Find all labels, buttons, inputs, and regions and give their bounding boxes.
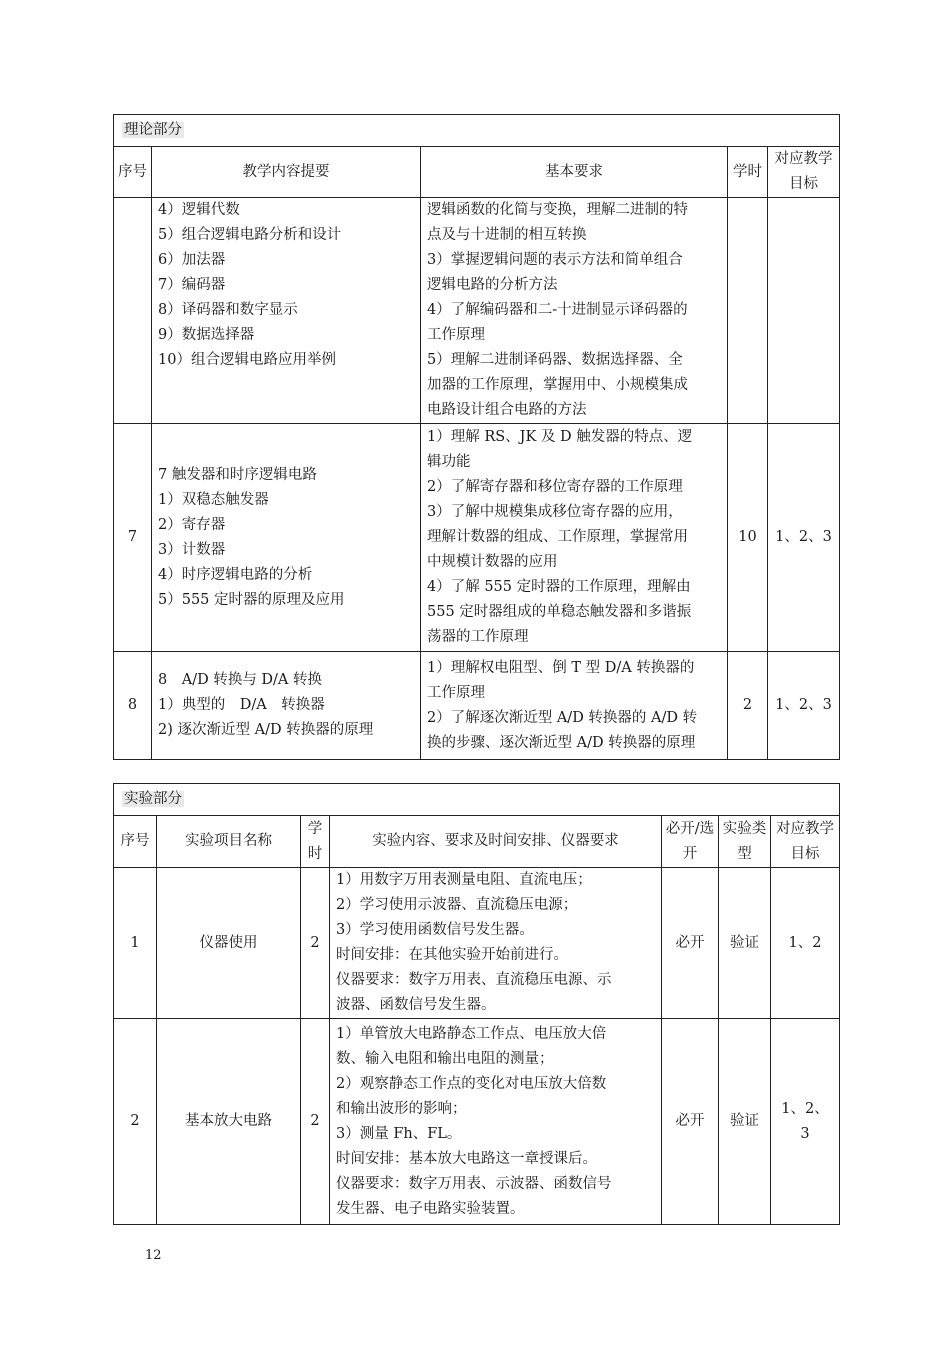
header-hours: 学时	[728, 147, 768, 198]
header-no: 序号	[114, 816, 157, 868]
row-content: 1）用数字万用表测量电阻、直流电压； 2）学习使用示波器、直流稳压电源； 3）学习使用函数信号发生器。 时间安排：在其他实验开始前进行。 仪器要求：数字万用表、直流稳压电源、示 波器、函数信号发生器。	[330, 868, 662, 1019]
row-hours: 2	[301, 1019, 330, 1225]
row-no	[114, 198, 152, 424]
row-requirements: 逻辑函数的化简与变换，理解二进制的特 点及与十进制的相互转换 3）掌握逻辑问题的表示方法和简单组合 逻辑电路的分析方法 4）了解编码器和二-十进制显示译码器的 工作原理 5）理解二进制译码器、数据选择器、全 加器的工作原理，掌握用中、小规模集成 电路设计组合电路的方法	[421, 198, 728, 424]
row-content: 4）逻辑代数 5）组合逻辑电路分析和设计 6）加法器 7）编码器 8）译码器和数字显示 9）数据选择器 10）组合逻辑电路应用举例	[152, 198, 421, 424]
lab-table	[113, 783, 840, 1225]
header-goal: 对应教学目标	[768, 147, 840, 198]
row-hours: 10	[728, 424, 768, 652]
row-hours	[728, 198, 768, 424]
header-requirements: 基本要求	[421, 147, 728, 198]
row-no: 2	[114, 1019, 157, 1225]
row-goal: 1、2、3	[771, 1019, 840, 1225]
row-required: 必开	[662, 868, 719, 1019]
row-goal	[768, 198, 840, 424]
row-type: 验证	[719, 1019, 771, 1225]
table-row	[114, 424, 840, 652]
row-required: 必开	[662, 1019, 719, 1225]
header-goal: 对应教学目标	[771, 816, 840, 868]
table-row	[114, 1019, 840, 1225]
table-row	[114, 198, 840, 424]
row-content: 1）单管放大电路静态工作点、电压放大倍 数、输入电阻和输出电阻的测量； 2）观察静态工作点的变化对电压放大倍数 和输出波形的影响； 3）测量 Fh、FL。 时间安排：基本放大电路这一章授课后。 仪器要求：数字万用表、示波器、函数信号 发生器、电子电路实验装置。	[330, 1019, 662, 1225]
row-type: 验证	[719, 868, 771, 1019]
header-type: 实验类型	[719, 816, 771, 868]
row-no: 1	[114, 868, 157, 1019]
header-name: 实验项目名称	[157, 816, 301, 868]
header-content: 教学内容提要	[152, 147, 421, 198]
header-content: 实验内容、要求及时间安排、仪器要求	[330, 816, 662, 868]
table-row	[114, 868, 840, 1019]
row-goal: 1、2	[771, 868, 840, 1019]
page-number: 12	[145, 1248, 162, 1263]
row-goal: 1、2、3	[768, 652, 840, 760]
row-no: 7	[114, 424, 152, 652]
lab-section-title: 实验部分	[114, 784, 840, 816]
theory-table	[113, 114, 840, 760]
row-name: 基本放大电路	[157, 1019, 301, 1225]
row-no: 8	[114, 652, 152, 760]
row-content: 8 A/D 转换与 D/A 转换 1）典型的 D/A 转换器 2) 逐次渐近型 A/D 转换器的原理	[152, 652, 421, 760]
row-content: 7 触发器和时序逻辑电路 1）双稳态触发器 2）寄存器 3）计数器 4）时序逻辑电路的分析 5）555 定时器的原理及应用	[152, 424, 421, 652]
row-hours: 2	[301, 868, 330, 1019]
table-row	[114, 652, 840, 760]
row-goal: 1、2、3	[768, 424, 840, 652]
header-no: 序号	[114, 147, 152, 198]
row-name: 仪器使用	[157, 868, 301, 1019]
header-required: 必开/选开	[662, 816, 719, 868]
row-requirements: 1）理解权电阻型、倒 T 型 D/A 转换器的 工作原理 2）了解逐次渐近型 A/D 转换器的 A/D 转 换的步骤、逐次渐近型 A/D 转换器的原理	[421, 652, 728, 760]
row-requirements: 1）理解 RS、JK 及 D 触发器的特点、逻 辑功能 2）了解寄存器和移位寄存器的工作原理 3）了解中规模集成移位寄存器的应用， 理解计数器的组成、工作原理，掌握常用 中规模计数器的应用 4）了解 555 定时器的工作原理，理解由 555 定时器组成的单稳态触发器和多谐振 荡器的工作原理	[421, 424, 728, 652]
header-hours: 学时	[301, 816, 330, 868]
row-hours: 2	[728, 652, 768, 760]
theory-section-title: 理论部分	[114, 115, 840, 147]
